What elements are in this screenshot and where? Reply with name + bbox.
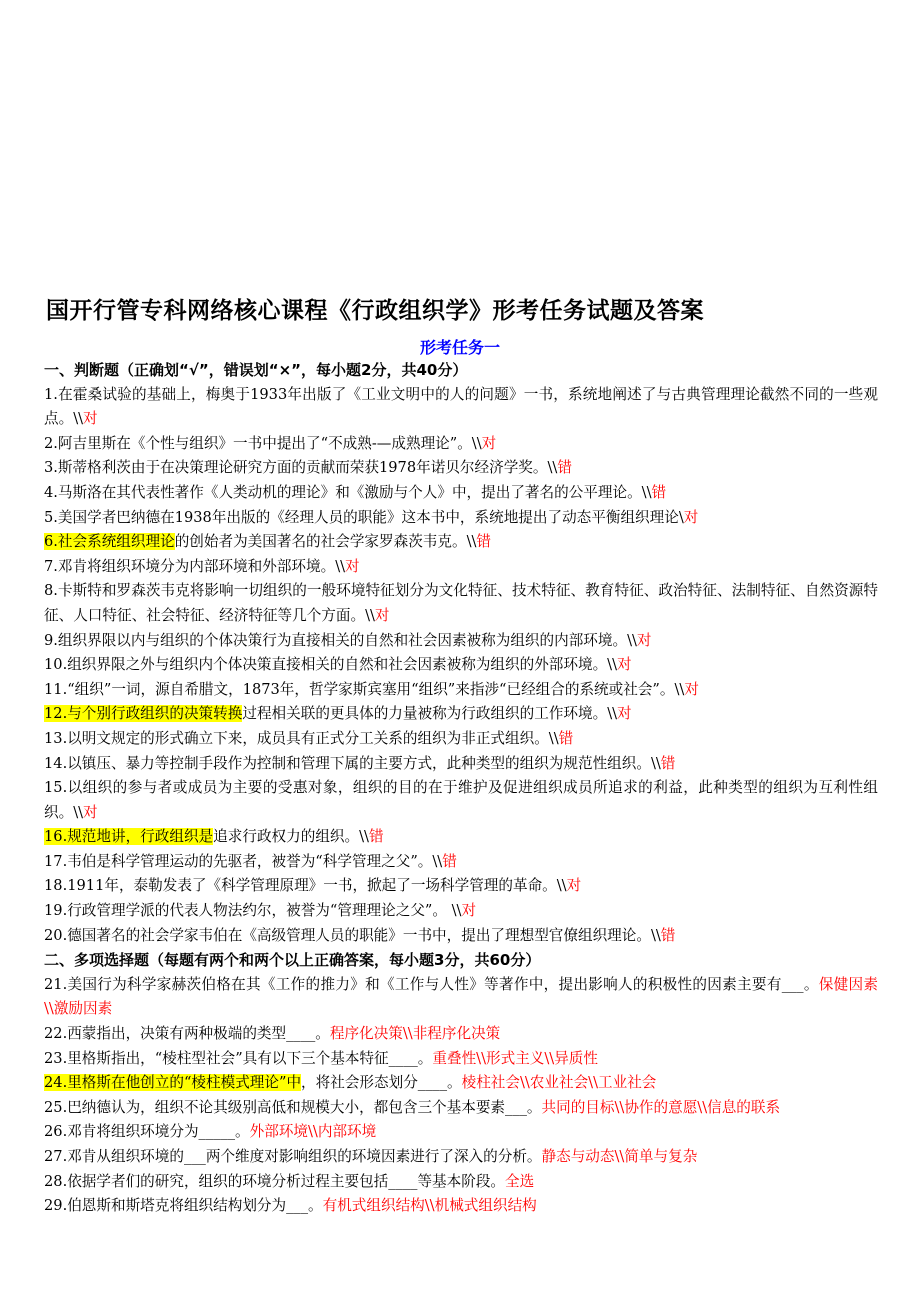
question-item (44, 530, 878, 555)
question-text: 1.在霍桑试验的基础上，梅奥于1933年出版了《工业文明中的人的问题》一书，系统地阐述了与古典管理理论截然不同的一些观点。\\ (44, 385, 878, 428)
question-text: 11.“组织”一词，源自希腊文，1873年，哲学家斯宾塞用“组织”来指涉“已经组合的系统或社会”。\\ (44, 680, 685, 698)
task-title: 形考任务一 (419, 338, 500, 357)
question-item (44, 629, 878, 654)
question-text: 2.阿吉里斯在《个性与组织》一书中提出了“不成熟-—成熟理论”。\\ (44, 434, 482, 452)
answer-text: 错 (660, 754, 676, 772)
question-text: ，将社会形态划分____。 (301, 1074, 462, 1092)
question-text: 4.马斯洛在其代表性著作《人类动机的理论》和《激励与个人》中，提出了著名的公平理论。\\ (44, 483, 652, 501)
answer-text: 对 (83, 803, 98, 821)
answer-text: 错 (368, 828, 384, 846)
answer-text: 重叠性\\形式主义\\异质性 (432, 1049, 598, 1067)
question-item (44, 432, 878, 457)
question-text: 28.依据学者们的研究，组织的环境分析过程主要包括____等基本阶段。 (44, 1172, 506, 1190)
question-item (44, 506, 878, 531)
question-text: 17.韦伯是科学管理运动的先驱者，被誉为“科学管理之父”。\\ (44, 852, 443, 870)
question-item (44, 1047, 878, 1072)
answer-text: 程序化决策\\非程序化决策 (329, 1025, 501, 1043)
question-text: 18.1911年，泰勒发表了《科学管理原理》一书，掀起了一场科学管理的革命。\\ (44, 877, 567, 895)
answer-text: 错 (476, 533, 492, 551)
question-item (44, 874, 878, 899)
question-list-multiple-choice (44, 973, 878, 1219)
question-text: 22.西蒙指出，决策有两种极端的类型____。 (44, 1025, 330, 1043)
answer-text: 外部环境\\内部环境 (249, 1123, 377, 1141)
question-list-true-false (44, 383, 878, 949)
answer-text: 全选 (505, 1172, 535, 1190)
answer-text: 错 (557, 459, 572, 477)
question-text: 26.邓肯将组织环境分为_____。 (44, 1123, 250, 1141)
highlighted-text: 24.里格斯在他创立的“棱柱模式理论”中 (44, 1074, 302, 1092)
answer-text: 对 (83, 410, 98, 428)
question-text: 21.美国行为科学家赫茨伯格在其《工作的推力》和《工作与人性》等著作中，提出影响人的积极性的因素主要有___。 (44, 975, 819, 993)
question-item (44, 1022, 878, 1047)
question-text: 8.卡斯特和罗森茨韦克将影响一切组织的一般环境特征划分为文化特征、技术特征、教育特征、政治特征、法制特征、自然资源特征、人口特征、社会特征、经济特征等几个方面。\\ (44, 582, 878, 624)
question-item (44, 555, 878, 580)
question-item (44, 702, 878, 727)
section-header-true-false: 一、判断题（正确划“√”，错误划“×”，每小题2分，共40分） (44, 361, 468, 379)
question-text: 3.斯蒂格利茨由于在决策理论研究方面的贡献而荣获1978年诺贝尔经济学奖。\\ (44, 459, 558, 477)
question-item (44, 456, 878, 481)
question-item (44, 924, 878, 949)
answer-text: 有机式组织结构\\机械式组织结构 (322, 1197, 537, 1215)
question-item (44, 653, 878, 678)
answer-text: 对 (566, 877, 582, 895)
question-text: 20.德国著名的社会学家韦伯在《高级管理人员的职能》一书中，提出了理想型官僚组织理论。\\ (44, 926, 661, 944)
question-item (44, 678, 878, 703)
answer-text: 对 (684, 680, 699, 698)
question-text: 23.里格斯指出，“棱柱型社会”具有以下三个基本特征____。 (44, 1049, 433, 1067)
answer-text: 错 (558, 729, 574, 747)
question-item (44, 825, 878, 850)
question-item (44, 1194, 878, 1219)
answer-text: 对 (683, 508, 699, 526)
question-item (44, 383, 878, 432)
question-text: 13.以明文规定的形式确立下来，成员具有正式分工关系的组织为非正式组织。\\ (44, 729, 559, 747)
answer-text: 棱柱社会\\农业社会\\工业社会 (461, 1074, 657, 1092)
highlighted-text: 16.规范地讲，行政组织是 (44, 828, 214, 846)
question-text: 29.伯恩斯和斯塔克将组织结构划分为___。 (44, 1197, 323, 1215)
answer-text: 错 (442, 852, 457, 870)
question-text: 5.美国学者巴纳德在1938年出版的《经理人员的职能》这本书中，系统地提出了动态平衡组织理论\ (44, 508, 684, 526)
document-body (44, 358, 878, 1219)
question-text: 的创始者为美国著名的社会学家罗森茨韦克。\\ (174, 533, 477, 551)
question-text: 19.行政管理学派的代表人物法约尔，被誉为“管理理论之父”。 \\ (44, 902, 462, 920)
question-item (44, 776, 878, 825)
question-item (44, 1071, 878, 1096)
question-item (44, 1120, 878, 1145)
highlighted-text: 12.与个别行政组织的决策转换 (44, 705, 243, 723)
question-item (44, 850, 878, 875)
question-item (44, 899, 878, 924)
answer-text: 对 (617, 656, 632, 674)
section-header-multiple-choice: 二、多项选择题（每题有两个和两个以上正确答案，每小题3分，共60分） (44, 951, 541, 970)
answer-text: 对 (461, 902, 477, 920)
answer-text: 对 (374, 606, 390, 624)
question-item (44, 481, 878, 506)
question-text: 10.组织界限之外与组织内个体决策直接相关的自然和社会因素被称为组织的外部环境。\\ (44, 656, 618, 674)
question-text: 9.组织界限以内与组织的个体决策行为直接相关的自然和社会因素被称为组织的内部环境。\\ (44, 631, 637, 649)
highlighted-text: 6.社会系统组织理论 (44, 533, 175, 551)
answer-text: 对 (481, 434, 497, 452)
question-item (44, 579, 878, 628)
question-item (44, 1145, 878, 1170)
question-text: 27.邓肯从组织环境的___两个维度对影响组织的环境因素进行了深入的分析。 (44, 1148, 542, 1165)
question-text: 过程相关联的更具体的力量被称为行政组织的工作环境。\\ (242, 705, 618, 723)
question-item (44, 1170, 878, 1195)
answer-text: 静态与动态\\简单与复杂 (541, 1148, 698, 1165)
question-item (44, 973, 878, 1022)
answer-text: 对 (636, 631, 652, 649)
question-text: 追求行政权力的组织。\\ (213, 828, 369, 846)
question-text: 7.邓肯将组织环境分为内部环境和外部环境。\\ (44, 557, 346, 575)
answer-text: 对 (617, 705, 632, 723)
document-title: 国开行管专科网络核心课程《行政组织学》形考任务试题及答案 (46, 298, 704, 324)
question-item (44, 752, 878, 777)
answer-text: 保健因素\\激励因素 (44, 975, 878, 1018)
question-text: 14.以镇压、暴力等控制手段作为控制和管理下属的主要方式，此种类型的组织为规范性组织。\\ (44, 754, 661, 772)
question-item (44, 1096, 878, 1121)
question-text: 25.巴纳德认为，组织不论其级别高低和规模大小，都包含三个基本要素___。 (44, 1098, 542, 1116)
answer-text: 共同的目标\\协作的意愿\\信息的联系 (541, 1098, 781, 1116)
question-item (44, 727, 878, 752)
answer-text: 错 (660, 926, 676, 944)
question-text: 15.以组织的参与者或成员为主要的受惠对象，组织的目的在于维护及促进组织成员所追求的利益，此种类型的组织为互利性组织。\\ (44, 779, 878, 821)
answer-text: 对 (345, 557, 360, 575)
answer-text: 错 (651, 483, 667, 501)
